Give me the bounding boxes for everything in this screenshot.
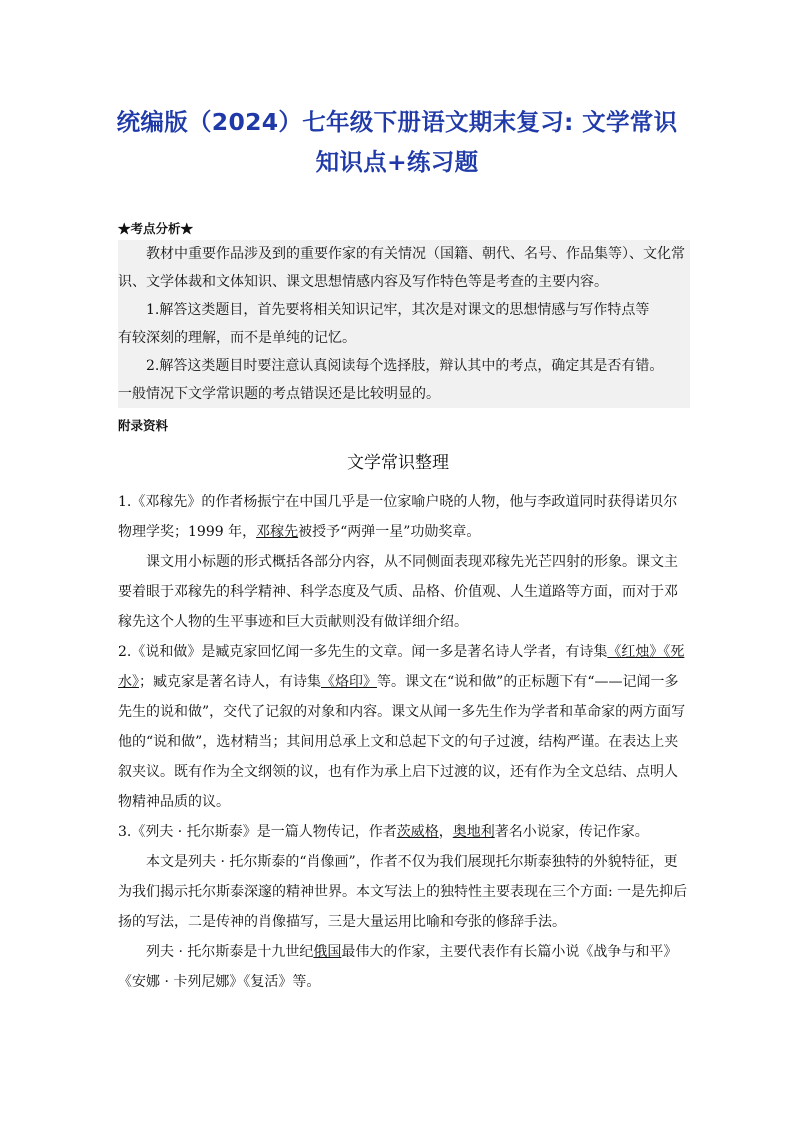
entry-3: 3.《列夫 · 托尔斯泰》是一篇人物传记，作者茨威格，奥地利著名小说家，传记作家。	[118, 824, 649, 840]
analysis-item-1-line-1: 1.解答这类题目，首先要将相关知识记牢，其次是对课文的思想情感与写作特点等	[146, 302, 650, 318]
title-line-2: 知识点+练习题	[315, 148, 479, 176]
appendix-label: 附录资料	[118, 418, 169, 433]
entry-1-paragraph: 课文用小标题的形式概括各部分内容，从不同侧面表现邓稼先光芒四射的形象。课文主要着眼于邓稼先的科学精神、科学态度及气质、品格、价值观、人生道路等方面，而对于邓稼先这个人物的生平事迹和巨大贡献则没有做详细介绍。	[118, 554, 678, 630]
underlined-works: 《红烛》《死水》	[118, 644, 685, 690]
entries-body	[118, 487, 690, 997]
title-line-1: 统编版（2024）七年级下册语文期末复习: 文学常识	[116, 108, 678, 136]
document-title	[100, 102, 694, 182]
analysis-heading: ★考点分析★	[118, 221, 194, 236]
entry-1: 1.《邓稼先》的作者杨振宁在中国几乎是一位家喻户晓的人物，他与李政道同时获得诺贝尔物理学奖；1999 年，邓稼先被授予“两弹一星”功勋奖章。	[118, 494, 678, 540]
underlined-works: 《烙印》	[321, 674, 377, 690]
section-title: 文学常识整理	[347, 453, 449, 473]
entry-3-paragraph-2: 列夫 · 托尔斯泰是十九世纪俄国最伟大的作家，主要代表作有长篇小说《战争与和平》《安娜 · 卡列尼娜》《复活》等。	[118, 944, 678, 990]
entry-2: 2.《说和做》是臧克家回忆闻一多先生的文章。闻一多是著名诗人学者，有诗集《红烛》《死水》；臧克家是著名诗人，有诗集《烙印》等。课文在“说和做”的正标题下有“——记闻一多先生的说和做”，交代了记叙的对象和内容。课文从闻一多先生作为学者和革命家的两方面写他的“说和做”，选材精当；其间用总承上文和总起下文的句子过渡，结构严谨。在表达上夹叙夹议。既有作为全文纲领的议，也有作为承上启下过渡的议，还有作为全文总结、点明人物精神品质的议。	[118, 644, 686, 810]
entry-3-paragraph: 本文是列夫 · 托尔斯泰的“肖像画”，作者不仅为我们展现托尔斯泰独特的外貌特征，更为我们揭示托尔斯泰深邃的精神世界。本文写法上的独特性主要表现在三个方面: 一是先抑后扬的写法，二是传神的肖像描写，三是大量运用比喻和夸张的修辞手法。	[118, 854, 688, 930]
underlined-author: 茨威格	[396, 824, 439, 840]
analysis-item-2-line-1: 2.解答这类题目时要注意认真阅读每个选择肢，辩认其中的考点，确定其是否有错。	[146, 358, 664, 374]
underlined-name: 邓稼先	[256, 524, 299, 540]
underlined-country: 奥地利	[452, 824, 495, 840]
underlined-country: 俄国	[313, 944, 342, 960]
analysis-paragraph: 教材中重要作品涉及到的重要作家的有关情况（国籍、朝代、名号、作品集等）、文化常识、文学体裁和文体知识、课文思想情感内容及写作特色等是考查的主要内容。	[118, 246, 685, 290]
analysis-block	[118, 240, 690, 408]
analysis-item-2-line-2: 一般情况下文学常识题的考点错误还是比较明显的。	[118, 386, 440, 402]
analysis-item-1-line-2: 有较深刻的理解，而不是单纯的记忆。	[118, 330, 356, 346]
